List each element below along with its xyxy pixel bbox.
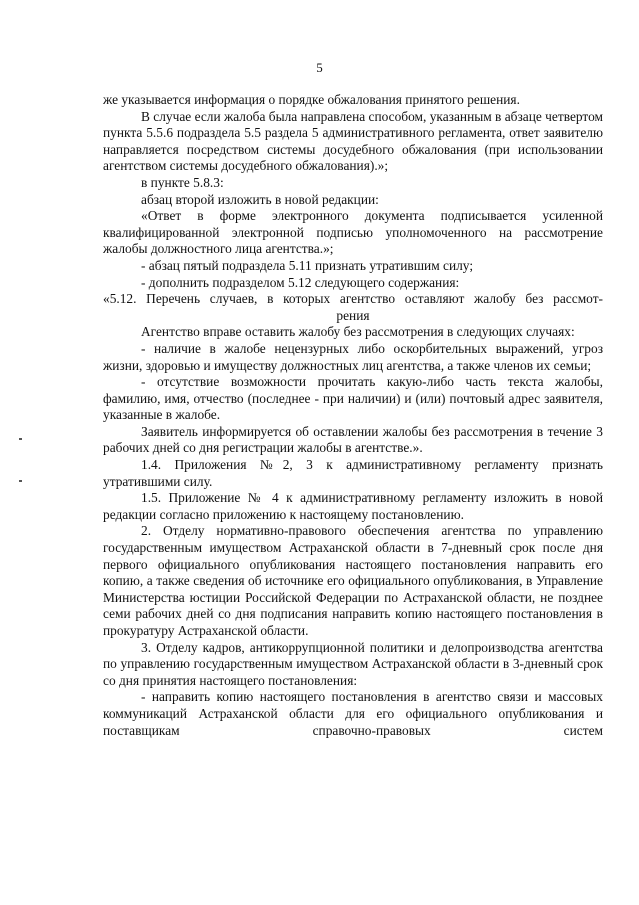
paragraph-leave-without-review: Агентство вправе оставить жалобу без рассмотрения в следующих случаях: (141, 324, 575, 340)
subsection-heading: «5.12. Перечень случаев, в которых агентство оставляют жалобу без рассмот- (103, 291, 603, 307)
paragraph-2: 2. Отделу нормативно-правового обеспечения агентства по управлению государственным имуществом Астраханской области в 7-дневный срок после дня первого официального опубликования настоящего постановления направить его копию, а также сведения об источнике его официального опубликования, в Управление Министерства юстиции Российской Федерации по Астраханской области, не позднее семи рабочих дней со дня подписания направить копию настоящего постановления в прокуратуру Астраханской области. (103, 523, 603, 638)
paragraph-1-5: 1.5. Приложение № 4 к административному регламенту изложить в новой редакции согласно приложению к настоящему постановлению. (103, 490, 603, 522)
paragraph-3: 3. Отделу кадров, антикоррупционной политики и делопроизводства агентства по управлению государственным имуществом Астраханской области в 3-дневный срок со дня принятия настоящего постановления: (103, 639, 603, 688)
paragraph-add-subsection-5-12: - дополнить подразделом 5.12 следующего содержания: (141, 274, 460, 290)
document-body (103, 92, 603, 739)
paragraph-subsection-5-11: - абзац пятый подраздела 5.11 признать утратившим силу; (141, 257, 474, 273)
page-number: 5 (316, 60, 323, 75)
margin-mark (19, 438, 22, 440)
paragraph-applicant-notified: Заявитель информируется об оставлении жалобы без рассмотрения в течение 3 рабочих дней со дня регистрации жалобы в агентстве.». (103, 423, 603, 456)
margin-mark (19, 480, 22, 482)
paragraph-electronic-response: «Ответ в форме электронного документа подписывается усиленной квалифицированной электронной подписью уполномоченного на рассмотрение жалобы должностного лица агентства.»; (103, 208, 603, 257)
subsection-heading-end: рения (336, 307, 370, 323)
list-item-send-copy: - направить копию настоящего постановления в агентство связи и массовых коммуникаций Астраханской области для его официального опубликования и поставщикам справочно-правовых систем (103, 689, 603, 738)
list-item-unreadable-text: - отсутствие возможности прочитать какую-либо часть текста жалобы, фамилию, имя, отчество (последнее - при наличии) и (или) почтовый адрес заявителя, указанные в жалобе. (103, 374, 603, 423)
paragraph-second-subparagraph: абзац второй изложить в новой редакции: (141, 191, 379, 207)
paragraph-continuation: же указывается информация о порядке обжалования принятого решения. (103, 92, 520, 107)
list-item-obscene-language: - наличие в жалобе нецензурных либо оскорбительных выражений, угроз жизни, здоровью и имуществу должностных лиц агентства, а также членов их семьи; (103, 340, 603, 373)
paragraph-item-5-8-3: в пункте 5.8.3: (141, 174, 224, 190)
paragraph-complaint-response: В случае если жалоба была направлена способом, указанным в абзаце четвертом пункта 5.5.6 подраздела 5.5 раздела 5 административного регламента, ответ заявителю направляется посредством системы досудебного обжалования (при использовании агентством системы досудебного обжалования).»; (103, 108, 603, 174)
paragraph-1-4: 1.4. Приложения №2, 3 к административному регламенту признать утратившими силу. (103, 457, 603, 489)
